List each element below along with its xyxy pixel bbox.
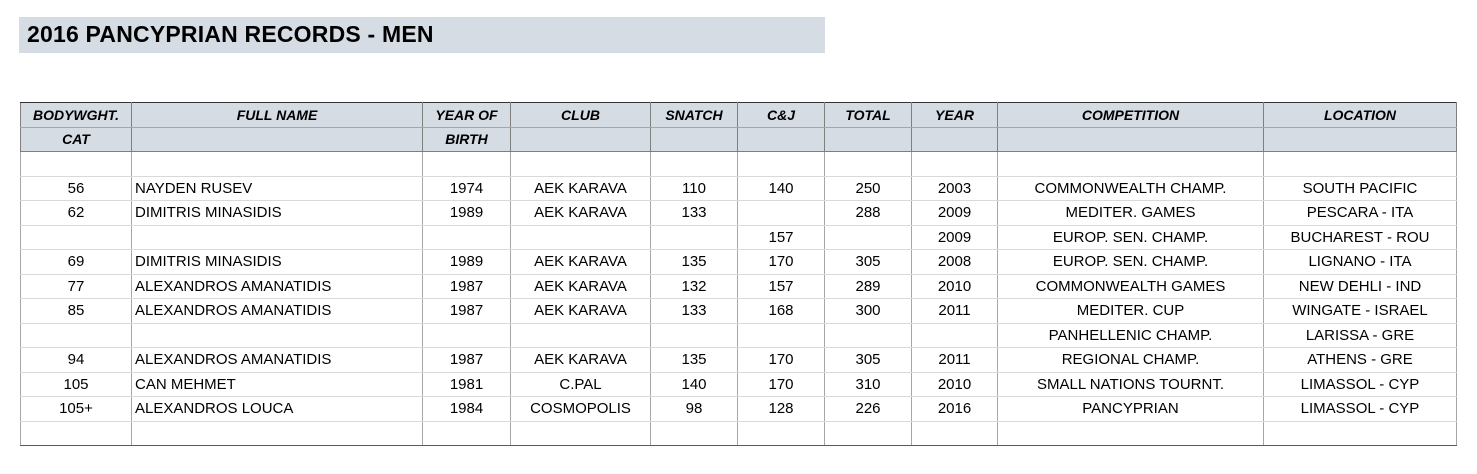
location-cell xyxy=(1264,421,1457,446)
col-header-club: CLUB xyxy=(511,103,651,128)
full-name-cell: ALEXANDROS AMANATIDIS xyxy=(132,348,423,373)
table-row xyxy=(21,201,1457,226)
clean-jerk-cell: 170 xyxy=(738,372,825,397)
year-of-birth-cell: 1989 xyxy=(423,201,511,226)
table-row xyxy=(21,250,1457,275)
snatch-cell xyxy=(651,421,738,446)
competition-cell: PANHELLENIC CHAMP. xyxy=(998,323,1264,348)
table-row xyxy=(21,274,1457,299)
snatch-cell: 133 xyxy=(651,201,738,226)
snatch-cell: 135 xyxy=(651,348,738,373)
location-cell: PESCARA - ITA xyxy=(1264,201,1457,226)
location-cell: ATHENS - GRE xyxy=(1264,348,1457,373)
clean-jerk-cell: 140 xyxy=(738,176,825,201)
year-of-birth-cell: 1987 xyxy=(423,299,511,324)
bodyweight-cell: 94 xyxy=(21,348,132,373)
snatch-cell: 140 xyxy=(651,372,738,397)
year-cell: 2010 xyxy=(912,372,998,397)
total-cell: 310 xyxy=(825,372,912,397)
clean-jerk-cell: 157 xyxy=(738,274,825,299)
year-of-birth-cell xyxy=(423,323,511,348)
full-name-cell xyxy=(132,225,423,250)
total-cell xyxy=(825,421,912,446)
col-header-cell xyxy=(651,127,738,152)
clean-jerk-cell xyxy=(738,201,825,226)
total-cell: 288 xyxy=(825,201,912,226)
competition-cell: REGIONAL CHAMP. xyxy=(998,348,1264,373)
competition-cell: PANCYPRIAN xyxy=(998,397,1264,422)
col-header-year-of-birth: YEAR OF xyxy=(423,103,511,128)
clean-jerk-cell xyxy=(738,323,825,348)
col-header-bodyweight-cat: CAT xyxy=(21,127,132,152)
snatch-cell: 133 xyxy=(651,299,738,324)
full-name-cell xyxy=(132,421,423,446)
location-cell: LIMASSOL - CYP xyxy=(1264,397,1457,422)
records-table xyxy=(20,102,1457,446)
location-cell: NEW DEHLI - IND xyxy=(1264,274,1457,299)
col-header-cell xyxy=(998,127,1264,152)
table-row xyxy=(21,152,1457,177)
table-row xyxy=(21,176,1457,201)
col-header-cell xyxy=(825,127,912,152)
clean-jerk-cell xyxy=(738,421,825,446)
header-row-1 xyxy=(21,103,1457,128)
year-of-birth-cell xyxy=(423,152,511,177)
bodyweight-cell: 62 xyxy=(21,201,132,226)
competition-cell: EUROP. SEN. CHAMP. xyxy=(998,225,1264,250)
total-cell: 226 xyxy=(825,397,912,422)
full-name-cell xyxy=(132,323,423,348)
col-header-cell xyxy=(738,127,825,152)
full-name-cell xyxy=(132,152,423,177)
col-header-cell xyxy=(132,127,423,152)
snatch-cell: 135 xyxy=(651,250,738,275)
club-cell xyxy=(511,421,651,446)
col-header-clean-jerk: C&J xyxy=(738,103,825,128)
bodyweight-cell xyxy=(21,323,132,348)
competition-cell: EUROP. SEN. CHAMP. xyxy=(998,250,1264,275)
competition-cell: SMALL NATIONS TOURNT. xyxy=(998,372,1264,397)
year-of-birth-cell: 1981 xyxy=(423,372,511,397)
snatch-cell: 98 xyxy=(651,397,738,422)
competition-cell: MEDITER. GAMES xyxy=(998,201,1264,226)
club-cell: AEK KARAVA xyxy=(511,274,651,299)
location-cell: LIGNANO - ITA xyxy=(1264,250,1457,275)
club-cell xyxy=(511,225,651,250)
header-row-2 xyxy=(21,127,1457,152)
club-cell: AEK KARAVA xyxy=(511,176,651,201)
year-cell: 2009 xyxy=(912,201,998,226)
clean-jerk-cell: 168 xyxy=(738,299,825,324)
year-cell: 2011 xyxy=(912,348,998,373)
full-name-cell: DIMITRIS MINASIDIS xyxy=(132,201,423,226)
clean-jerk-cell: 128 xyxy=(738,397,825,422)
bodyweight-cell: 69 xyxy=(21,250,132,275)
table-row xyxy=(21,397,1457,422)
full-name-cell: DIMITRIS MINASIDIS xyxy=(132,250,423,275)
total-cell: 300 xyxy=(825,299,912,324)
col-header-total: TOTAL xyxy=(825,103,912,128)
club-cell: AEK KARAVA xyxy=(511,250,651,275)
year-of-birth-cell: 1987 xyxy=(423,348,511,373)
total-cell: 305 xyxy=(825,348,912,373)
bodyweight-cell xyxy=(21,152,132,177)
bodyweight-cell: 105+ xyxy=(21,397,132,422)
snatch-cell xyxy=(651,152,738,177)
table-row xyxy=(21,299,1457,324)
table-row xyxy=(21,348,1457,373)
bodyweight-cell: 77 xyxy=(21,274,132,299)
full-name-cell: ALEXANDROS AMANATIDIS xyxy=(132,274,423,299)
clean-jerk-cell: 157 xyxy=(738,225,825,250)
snatch-cell xyxy=(651,323,738,348)
records-body xyxy=(21,152,1457,446)
competition-cell: COMMONWEALTH CHAMP. xyxy=(998,176,1264,201)
bodyweight-cell: 105 xyxy=(21,372,132,397)
col-header-snatch: SNATCH xyxy=(651,103,738,128)
club-cell: COSMOPOLIS xyxy=(511,397,651,422)
snatch-cell: 110 xyxy=(651,176,738,201)
total-cell: 250 xyxy=(825,176,912,201)
total-cell: 289 xyxy=(825,274,912,299)
clean-jerk-cell: 170 xyxy=(738,348,825,373)
year-of-birth-cell: 1974 xyxy=(423,176,511,201)
year-of-birth-cell xyxy=(423,421,511,446)
col-header-competition: COMPETITION xyxy=(998,103,1264,128)
club-cell: C.PAL xyxy=(511,372,651,397)
club-cell: AEK KARAVA xyxy=(511,348,651,373)
year-cell xyxy=(912,323,998,348)
col-header-cell xyxy=(912,127,998,152)
snatch-cell xyxy=(651,225,738,250)
year-cell: 2016 xyxy=(912,397,998,422)
club-cell xyxy=(511,323,651,348)
clean-jerk-cell xyxy=(738,152,825,177)
col-header-year: YEAR xyxy=(912,103,998,128)
club-cell: AEK KARAVA xyxy=(511,299,651,324)
col-header-cell xyxy=(511,127,651,152)
total-cell xyxy=(825,152,912,177)
year-of-birth-cell xyxy=(423,225,511,250)
year-cell: 2009 xyxy=(912,225,998,250)
full-name-cell: ALEXANDROS LOUCA xyxy=(132,397,423,422)
location-cell: BUCHAREST - ROU xyxy=(1264,225,1457,250)
competition-cell xyxy=(998,421,1264,446)
year-cell: 2010 xyxy=(912,274,998,299)
year-of-birth-cell: 1987 xyxy=(423,274,511,299)
bodyweight-cell: 56 xyxy=(21,176,132,201)
club-cell: AEK KARAVA xyxy=(511,201,651,226)
competition-cell: COMMONWEALTH GAMES xyxy=(998,274,1264,299)
bodyweight-cell xyxy=(21,225,132,250)
clean-jerk-cell: 170 xyxy=(738,250,825,275)
total-cell xyxy=(825,225,912,250)
page-title: 2016 PANCYPRIAN RECORDS - MEN xyxy=(27,21,434,47)
year-cell: 2008 xyxy=(912,250,998,275)
club-cell xyxy=(511,152,651,177)
table-row xyxy=(21,421,1457,446)
table-row xyxy=(21,225,1457,250)
col-header-cell xyxy=(1264,127,1457,152)
full-name-cell: NAYDEN RUSEV xyxy=(132,176,423,201)
title-bar xyxy=(19,17,825,53)
full-name-cell: CAN MEHMET xyxy=(132,372,423,397)
location-cell: LIMASSOL - CYP xyxy=(1264,372,1457,397)
year-of-birth-cell: 1989 xyxy=(423,250,511,275)
year-cell xyxy=(912,152,998,177)
table-row xyxy=(21,323,1457,348)
location-cell: WINGATE - ISRAEL xyxy=(1264,299,1457,324)
col-header-bodyweight: BODYWGHT. xyxy=(21,103,132,128)
total-cell xyxy=(825,323,912,348)
location-cell: SOUTH PACIFIC xyxy=(1264,176,1457,201)
table-row xyxy=(21,372,1457,397)
year-of-birth-cell: 1984 xyxy=(423,397,511,422)
col-header-birth: BIRTH xyxy=(423,127,511,152)
year-cell xyxy=(912,421,998,446)
snatch-cell: 132 xyxy=(651,274,738,299)
location-cell: LARISSA - GRE xyxy=(1264,323,1457,348)
competition-cell xyxy=(998,152,1264,177)
location-cell xyxy=(1264,152,1457,177)
col-header-full-name: FULL NAME xyxy=(132,103,423,128)
bodyweight-cell: 85 xyxy=(21,299,132,324)
competition-cell: MEDITER. CUP xyxy=(998,299,1264,324)
bodyweight-cell xyxy=(21,421,132,446)
year-cell: 2003 xyxy=(912,176,998,201)
full-name-cell: ALEXANDROS AMANATIDIS xyxy=(132,299,423,324)
year-cell: 2011 xyxy=(912,299,998,324)
col-header-location: LOCATION xyxy=(1264,103,1457,128)
total-cell: 305 xyxy=(825,250,912,275)
